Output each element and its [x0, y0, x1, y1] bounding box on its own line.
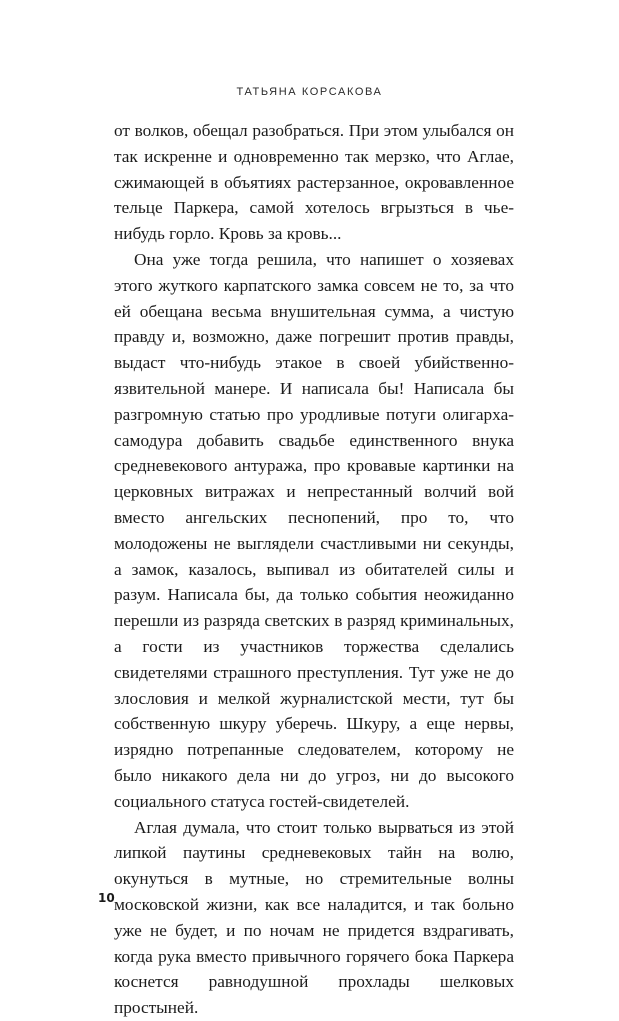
running-head-author: ТАТЬЯНА КОРСАКОВА: [236, 86, 383, 98]
page-text: [114, 118, 514, 1021]
paragraph-1: от волков, обещал разобраться. При этом улыбался он так искренне и одновременно так мерзко, что Аглае, сжимающей в объятиях растерзанное, окровавленное тельце Паркера, самой хотелось вгрызться в чье-нибудь горло. Кровь за кровь...: [114, 121, 514, 244]
paragraph-3: Аглая думала, что стоит только вырваться из этой липкой паутины средневековых тайн на волю, окунуться в мутные, но стремительные волны московской жизни, как все наладится, и так больно уже не будет, и по ночам не придется вздрагивать, когда рука вместо привычного горячего бока Паркера коснется равнодушной прохлады шелковых простыней.: [114, 817, 514, 1018]
page-number: 10: [98, 891, 115, 905]
paragraph-2: Она уже тогда решила, что напишет о хозяевах этого жуткого карпатского замка совсем не то, за что ей обещана весьма внушительная сумма, а чистую правду и, возможно, даже погрешит против правды, выдаст что-нибудь этакое в своей убийственно-язвительной манере. И написала бы! Написала бы разгромную статью про уродливые потуги олигарха-самодура добавить свадьбе единственного внука средневекового антуража, про кровавые картинки на церковных витражах и непрестанный волчий вой вместо ангельских песнопений, про то, что молодожены не выглядели счастливыми ни секунды, а замок, казалось, выпивал из обитателей силы и разум. Написала бы, да только события неожиданно перешли из разряда светских в разряд криминальных, а гости из участников торжества сделались свидетелями страшного преступления. Тут уже не до злословия и мелкой журналистской мести, тут бы собственную шкуру уберечь. Шкуру, а еще нервы, изрядно потрепанные следователем, которому не было никакого дела ни до угроз, ни до высокого социального статуса гостей-свидетелей.: [114, 249, 514, 811]
